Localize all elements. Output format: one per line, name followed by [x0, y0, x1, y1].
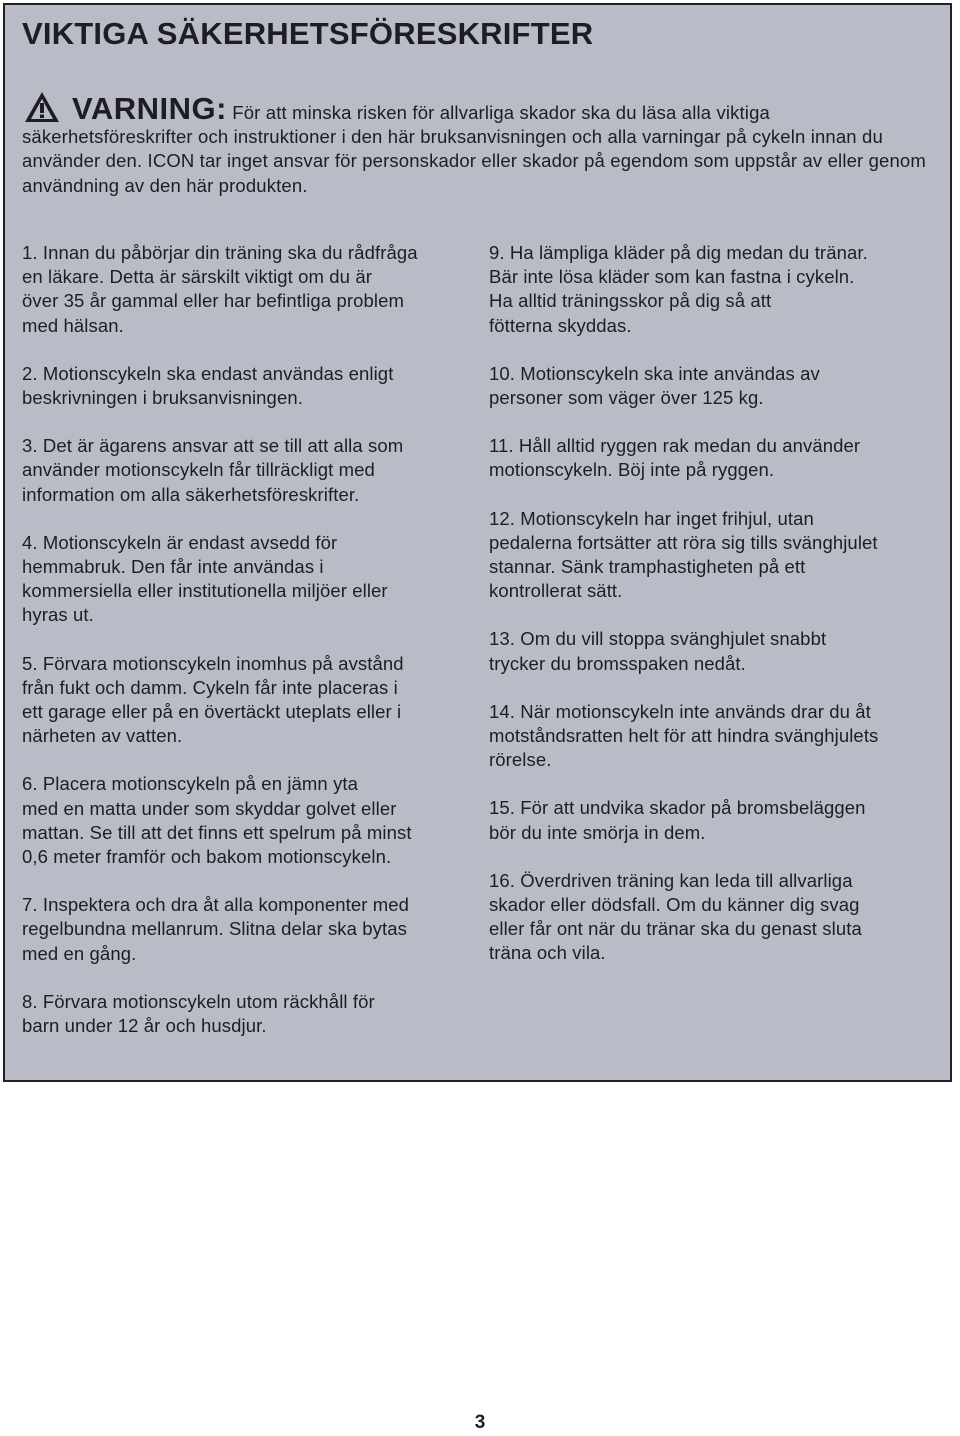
list-item: 1. Innan du påbörjar din träning ska du rådfråga en läkare. Detta är särskilt viktigt om du är över 35 år gammal eller har befintliga problem med hälsan.	[22, 242, 418, 336]
left-column	[22, 241, 482, 1062]
list-item: 13. Om du vill stoppa svänghjulet snabbt trycker du bromsspaken nedåt.	[489, 628, 827, 674]
warning-text: För att minska risken för allvarliga skador ska du läsa alla viktiga säkerhetsföreskrifter och instruktioner i den här bruksanvisningen och alla varningar på cykeln innan du använder den. ICON tar inget ansvar för personskador eller skador på egendom som uppstår av eller genom användning av den här produkten.	[22, 102, 926, 196]
list-item: 11. Håll alltid ryggen rak medan du använder motionscykeln. Böj inte på ryggen.	[489, 435, 861, 481]
warning-label: VARNING:	[72, 91, 227, 126]
page-number: 3	[474, 1412, 486, 1433]
list-item: 14. När motionscykeln inte används drar du åt motståndsratten helt för att hindra svänghjulets rörelse.	[489, 700, 879, 771]
list-item: 16. Överdriven träning kan leda till allvarliga skador eller dödsfall. Om du känner dig svag eller får ont när du tränar ska du genast sluta träna och vila.	[489, 869, 862, 964]
page-title: VIKTIGA SÄKERHETSFÖRESKRIFTER	[22, 16, 594, 51]
list-item: 8. Förvara motionscykeln utom räckhåll för barn under 12 år och husdjur.	[22, 990, 375, 1037]
list-item: 3. Det är ägarens ansvar att se till att alla som använder motionscykeln får tillräckligt med information om alla säkerhetsföreskrifter.	[22, 435, 404, 505]
list-item: 6. Placera motionscykeln på en jämn yta med en matta under som skyddar golvet eller mattan. Se till att det finns ett spelrum på minst 0,6 meter framför och bakom motionscykeln.	[22, 773, 412, 868]
list-item: 4. Motionscykeln är endast avsedd för hemmabruk. Den får inte användas i kommersiella eller institutionella miljöer eller hyras ut.	[22, 531, 388, 626]
list-item: 7. Inspektera och dra åt alla komponenter med regelbundna mellanrum. Slitna delar ska bytas med en gång.	[22, 894, 410, 964]
safety-panel	[3, 3, 952, 1082]
list-item: 9. Ha lämpliga kläder på dig medan du tränar. Bär inte lösa kläder som kan fastna i cykeln. Ha alltid träningsskor på dig så att fötterna skyddas.	[489, 242, 868, 336]
warning-paragraph	[22, 91, 932, 198]
list-item: 10. Motionscykeln ska inte användas av personer som väger över 125 kg.	[489, 362, 820, 409]
list-item: 2. Motionscykeln ska endast användas enligt beskrivningen i bruksanvisningen.	[22, 362, 394, 409]
list-item: 12. Motionscykeln har inget frihjul, utan pedalerna fortsätter att röra sig tills svänghjulet stannar. Sänk tramphastigheten på ett kontrollerat sätt.	[489, 507, 878, 602]
warning-triangle-icon	[24, 91, 60, 123]
list-item: 15. För att undvika skador på bromsbeläggen bör du inte smörja in dem.	[489, 797, 866, 843]
right-column	[489, 241, 949, 990]
list-item: 5. Förvara motionscykeln inomhus på avstånd från fukt och damm. Cykeln får inte placeras i ett garage eller på en övertäckt uteplats eller i närheten av vatten.	[22, 652, 404, 747]
